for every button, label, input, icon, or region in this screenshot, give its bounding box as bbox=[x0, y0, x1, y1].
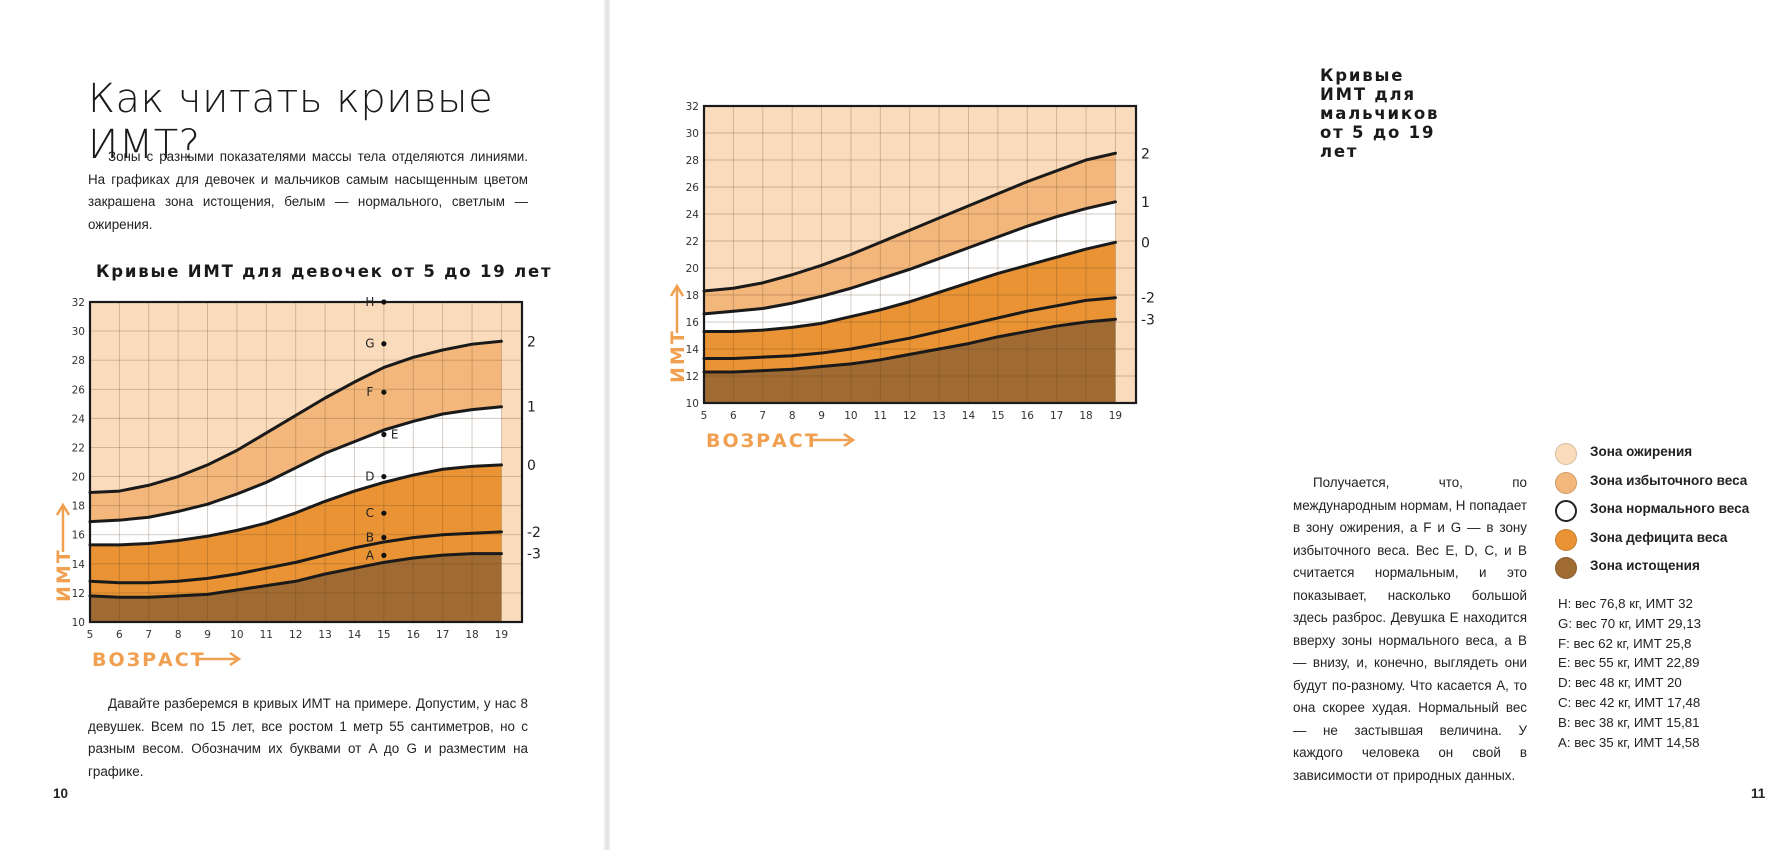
legend-label: Зона нормального веса bbox=[1590, 501, 1750, 516]
weight-row: F: вес 62 кг, ИМТ 25,8 bbox=[1558, 635, 1692, 651]
x-tick-label: 17 bbox=[1049, 410, 1064, 422]
x-tick-label: 8 bbox=[788, 410, 796, 422]
x-tick-label: 19 bbox=[1108, 410, 1123, 422]
x-axis-label: ВОЗРАСТ bbox=[92, 649, 206, 671]
x-tick-label: 15 bbox=[377, 629, 391, 641]
x-tick-label: 16 bbox=[1020, 410, 1034, 422]
weight-row: E: вес 55 кг, ИМТ 22,89 bbox=[1558, 655, 1700, 671]
y-axis-label: ИМТ bbox=[53, 548, 75, 602]
x-tick-label: 13 bbox=[318, 629, 332, 641]
curve-label: 0 bbox=[527, 457, 536, 474]
y-tick-label: 32 bbox=[685, 101, 699, 113]
x-tick-label: 17 bbox=[435, 629, 450, 641]
x-tick-label: 8 bbox=[174, 629, 182, 641]
x-tick-label: 13 bbox=[932, 410, 946, 422]
x-tick-label: 15 bbox=[991, 410, 1005, 422]
y-tick-label: 18 bbox=[685, 290, 699, 302]
x-tick-label: 6 bbox=[730, 410, 737, 422]
girl-point bbox=[381, 390, 386, 395]
weight-row: A: вес 35 кг, ИМТ 14,58 bbox=[1558, 734, 1700, 750]
legend-swatch bbox=[1555, 472, 1577, 494]
weight-row: G: вес 70 кг, ИМТ 29,13 bbox=[1558, 615, 1702, 631]
y-tick-label: 30 bbox=[685, 128, 699, 140]
x-tick-label: 10 bbox=[230, 629, 244, 641]
page-number-right: 11 bbox=[1751, 786, 1765, 801]
girls-chart-title: Кривые ИМТ для девочек от 5 до 19 лет bbox=[96, 262, 553, 281]
girl-point-label: F bbox=[366, 385, 374, 400]
y-tick-label: 14 bbox=[71, 558, 85, 571]
y-tick-label: 26 bbox=[685, 182, 699, 194]
girl-point-label: B bbox=[365, 530, 374, 545]
explanation-text: Получается, что, по международным нормам, H попадает в зону ожирения, а F и G — в зону избыточного веса. Вес E, D, C, и B считается нормальным, и это показывает, насколько большой здесь разброс. Девушка E находится вверху зоны нормального веса, а B — внизу, и, конечно, выглядеть они будут по-разному. Что касается A, то она скорее худая. Нормальный вес — не застывшая величина. У каждого человека он свой в зависимости от природных данных. bbox=[1293, 475, 1527, 783]
y-tick-label: 10 bbox=[685, 398, 699, 410]
legend-label: Зона ожирения bbox=[1590, 444, 1693, 459]
girl-point bbox=[381, 299, 386, 304]
x-tick-label: 18 bbox=[465, 629, 479, 641]
y-tick-label: 20 bbox=[685, 263, 699, 275]
weight-row: D: вес 48 кг, ИМТ 20 bbox=[1558, 675, 1682, 691]
x-tick-label: 16 bbox=[406, 629, 420, 641]
x-tick-label: 14 bbox=[347, 629, 362, 641]
x-tick-label: 14 bbox=[961, 410, 976, 422]
girl-point bbox=[381, 474, 386, 479]
girl-point bbox=[381, 511, 386, 516]
y-tick-label: 22 bbox=[685, 236, 699, 248]
x-axis-label: ВОЗРАСТ bbox=[706, 430, 820, 452]
weights-list bbox=[1558, 594, 1701, 752]
page-number-left: 10 bbox=[53, 786, 69, 801]
y-tick-label: 12 bbox=[71, 587, 85, 600]
y-tick-label: 22 bbox=[71, 442, 85, 455]
curve-label: 2 bbox=[527, 334, 536, 351]
legend-label: Зона избыточного веса bbox=[1590, 472, 1748, 488]
x-tick-label: 9 bbox=[204, 629, 211, 641]
explanation-paragraph bbox=[1293, 472, 1527, 787]
legend-swatch bbox=[1555, 557, 1577, 579]
x-tick-label: 11 bbox=[259, 629, 274, 641]
example-paragraph bbox=[88, 693, 528, 783]
weight-row: C: вес 42 кг, ИМТ 17,48 bbox=[1558, 694, 1701, 710]
girl-point-label: C bbox=[365, 506, 375, 521]
legend-swatch bbox=[1555, 529, 1577, 551]
legend-label: Зона дефицита веса bbox=[1590, 529, 1728, 545]
x-tick-label: 10 bbox=[844, 410, 858, 422]
x-tick-label: 7 bbox=[759, 410, 767, 422]
y-tick-label: 14 bbox=[685, 344, 699, 356]
girl-point bbox=[381, 341, 386, 346]
y-tick-label: 18 bbox=[71, 500, 85, 513]
x-tick-label: 6 bbox=[116, 629, 123, 641]
girl-point-label: A bbox=[365, 548, 374, 563]
y-tick-label: 10 bbox=[71, 617, 85, 629]
x-tick-label: 19 bbox=[494, 629, 509, 641]
y-tick-label: 28 bbox=[71, 355, 85, 368]
curve-label: -3 bbox=[1141, 312, 1155, 329]
y-axis-label: ИМТ bbox=[667, 329, 689, 383]
legend-swatch bbox=[1555, 443, 1577, 465]
x-tick-label: 5 bbox=[86, 629, 94, 641]
y-tick-label: 16 bbox=[685, 317, 699, 329]
intro-text: Зоны с разными показателями массы тела отделяются линиями. На графиках для девочек и мальчиков самым насыщенным цветом закрашена зона истощения, белым — нормального, светлым — ожирения. bbox=[88, 149, 528, 232]
girl-point-label: H bbox=[365, 295, 375, 309]
boys-bmi-chart bbox=[667, 98, 1174, 452]
curve-label: -3 bbox=[527, 546, 541, 563]
x-tick-label: 12 bbox=[289, 629, 303, 641]
intro-paragraph bbox=[88, 146, 528, 236]
girl-point bbox=[381, 432, 386, 437]
x-tick-label: 18 bbox=[1079, 410, 1093, 422]
girls-bmi-chart bbox=[53, 295, 560, 671]
curve-label: 2 bbox=[1141, 146, 1150, 163]
page-heading: Как читать кривые ИМТ? bbox=[88, 76, 494, 168]
girl-point-label: E bbox=[390, 427, 399, 442]
girl-point bbox=[381, 553, 386, 558]
y-tick-label: 24 bbox=[685, 209, 699, 221]
x-tick-label: 11 bbox=[873, 410, 888, 422]
curve-label: -2 bbox=[1141, 290, 1155, 307]
curve-label: -2 bbox=[527, 524, 541, 541]
legend-label: Зона истощения bbox=[1590, 558, 1700, 573]
girl-point-label: D bbox=[365, 469, 375, 484]
y-tick-label: 24 bbox=[71, 413, 85, 426]
x-tick-label: 12 bbox=[903, 410, 917, 422]
curve-label: 0 bbox=[1141, 235, 1150, 252]
weight-row: H: вес 76,8 кг, ИМТ 32 bbox=[1558, 596, 1693, 611]
girl-point-label: G bbox=[365, 336, 375, 351]
x-tick-label: 9 bbox=[818, 410, 825, 422]
boys-chart-title: Кривые ИМТ для мальчиков от 5 до 19 лет bbox=[1320, 66, 1440, 161]
legend-swatch bbox=[1555, 500, 1577, 522]
girl-point bbox=[381, 535, 386, 540]
curve-label: 1 bbox=[527, 399, 536, 416]
y-tick-label: 30 bbox=[71, 326, 85, 339]
y-tick-label: 20 bbox=[71, 471, 85, 484]
x-tick-label: 7 bbox=[145, 629, 153, 641]
x-tick-label: 5 bbox=[700, 410, 708, 422]
curve-label: 1 bbox=[1141, 194, 1150, 211]
y-tick-label: 12 bbox=[685, 371, 699, 383]
weight-row: B: вес 38 кг, ИМТ 15,81 bbox=[1558, 714, 1700, 730]
y-tick-label: 16 bbox=[71, 529, 85, 542]
y-tick-label: 26 bbox=[71, 384, 85, 397]
y-tick-label: 28 bbox=[685, 155, 699, 167]
y-tick-label: 32 bbox=[71, 297, 85, 309]
example-text: Давайте разберемся в кривых ИМТ на примере. Допустим, у нас 8 девушек. Всем по 15 лет, все ростом 1 метр 55 сантиметров, но с разным весом. Обозначим их буквами от A до G и разместим на графике. bbox=[88, 696, 528, 779]
